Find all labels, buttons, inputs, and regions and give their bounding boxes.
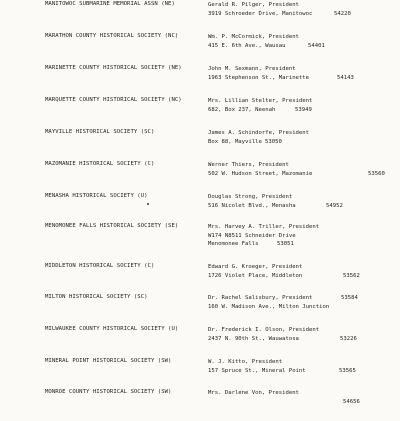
zip-code: 54952 [326, 202, 343, 209]
address-text: Box 88, Mayville [208, 138, 262, 145]
address-line [208, 335, 357, 344]
directory-entry [0, 65, 400, 97]
directory-entry [0, 161, 400, 193]
address-line: W174 N8511 Schneider Drive [208, 232, 296, 239]
president-text: Dr. Rachel Salisbury, President [208, 295, 313, 301]
president-line: John M. Sexmann, President [208, 66, 296, 72]
contact-block [208, 129, 309, 146]
contact-block [208, 326, 357, 343]
stray-ink-dot [147, 203, 149, 205]
president-line: Edward G. Kroeger, President [208, 264, 303, 270]
address-text: 157 Spruce St., Mineral Point [208, 367, 306, 374]
contact-block [208, 97, 312, 114]
address-line [208, 202, 343, 211]
organization-name: MILWAUKEE COUNTY HISTORICAL SOCIETY (U) [45, 326, 179, 332]
zip-code: 53050 [265, 138, 282, 145]
organization-name: MENOMONEE FALLS HISTORICAL SOCIETY (SE) [45, 223, 179, 229]
contact-block [208, 33, 325, 50]
address-line [208, 74, 354, 83]
address-text: 2437 N. 90th St., Wauwatosa [208, 335, 299, 342]
president-line [208, 294, 358, 303]
president-line: Mrs. Lillian Stelter, President [208, 98, 313, 104]
president-line: James A. Schindorfe, President [208, 130, 310, 136]
contact-block [208, 193, 343, 210]
address-text: 682, Box 237, Neenah [208, 106, 276, 113]
organization-name: MENASHA HISTORICAL SOCIETY (U) [45, 193, 148, 199]
address-line [208, 170, 385, 179]
zip-code: 54656 [343, 398, 360, 405]
address-text: 516 Nicolet Blvd., Menasha [208, 202, 296, 209]
address-line [208, 272, 360, 281]
zip-code: 53584 [341, 295, 358, 301]
address-line [208, 10, 351, 19]
president-line: Gerald R. Pilger, President [208, 2, 299, 8]
zip-code: 53949 [295, 106, 312, 113]
zip-code: 53560 [368, 170, 385, 177]
address-line [208, 138, 309, 147]
directory-entry [0, 129, 400, 161]
organization-name: MINERAL POINT HISTORICAL SOCIETY (SW) [45, 358, 172, 364]
contact-block [208, 1, 351, 18]
address-text: 1726 Violet Place, Middleton [208, 272, 303, 279]
directory-entry [0, 358, 400, 390]
president-line: Mrs. Darlene Von, President [208, 390, 299, 396]
organization-name: MIDDLETON HISTORICAL SOCIETY (C) [45, 263, 155, 269]
president-line: W. J. Kitto, President [208, 359, 283, 365]
address-text: 415 E. 6th Ave., Wausau [208, 42, 286, 49]
contact-block [208, 358, 356, 375]
directory-entry [0, 223, 400, 255]
directory-entry [0, 33, 400, 65]
contact-block [208, 223, 319, 249]
contact-block [208, 294, 358, 311]
organization-name: MONROE COUNTY HISTORICAL SOCIETY (SW) [45, 389, 172, 395]
address-text: 1963 Stephenson St., Marinette [208, 74, 310, 81]
president-line: Werner Thiers, President [208, 162, 289, 168]
address-text: 502 W. Hudson Street, Mazomanie [208, 170, 313, 177]
zip-code: 54143 [337, 74, 354, 81]
organization-name: MAYVILLE HISTORICAL SOCIETY (SC) [45, 129, 155, 135]
address-text: Menomonee Falls [208, 241, 259, 247]
contact-block [208, 263, 360, 280]
organization-name: MARATHON COUNTY HISTORICAL SOCIETY (NC) [45, 33, 179, 39]
organization-name: MAZOMANIE HISTORICAL SOCIETY (C) [45, 161, 155, 167]
directory-entry [0, 294, 400, 326]
president-line: Wm. P. McCormick, President [208, 34, 299, 40]
directory-entry [0, 193, 400, 225]
zip-code: 53562 [343, 272, 360, 279]
directory-entry [0, 97, 400, 129]
address-text: 3919 Schroeder Drive, Manitowoc [208, 10, 313, 17]
zip-code: 53565 [339, 367, 356, 374]
organization-name: MANITOWOC SUBMARINE MEMORIAL ASSN (NE) [45, 1, 175, 7]
directory-entry [0, 263, 400, 295]
zip-code: 54401 [308, 42, 325, 49]
directory-entry [0, 389, 400, 421]
address-line [208, 367, 356, 376]
president-line: Dr. Frederick I. Olson, President [208, 327, 320, 333]
president-line: Douglas Strong, President [208, 194, 293, 200]
zip-code: 54220 [334, 10, 351, 17]
zip-code: 53226 [340, 335, 357, 342]
address-line [208, 42, 325, 51]
organization-name: MILTON HISTORICAL SOCIETY (SC) [45, 294, 148, 300]
organization-name: MARINETTE COUNTY HISTORICAL SOCIETY (NE) [45, 65, 182, 71]
organization-name: MARQUETTE COUNTY HISTORICAL SOCIETY (NC) [45, 97, 182, 103]
directory-entry [0, 326, 400, 358]
zip-code: 53051 [277, 241, 294, 247]
contact-block [208, 389, 360, 406]
address-line [208, 240, 319, 249]
contact-block [208, 65, 354, 82]
contact-block [208, 161, 385, 178]
directory-entry [0, 1, 400, 33]
president-line: Mrs. Harvey A. Triller, President [208, 224, 320, 230]
address-line: 160 W. Madison Ave., Milton Junction [208, 303, 330, 310]
address-line [208, 106, 312, 115]
address-line [208, 398, 360, 407]
